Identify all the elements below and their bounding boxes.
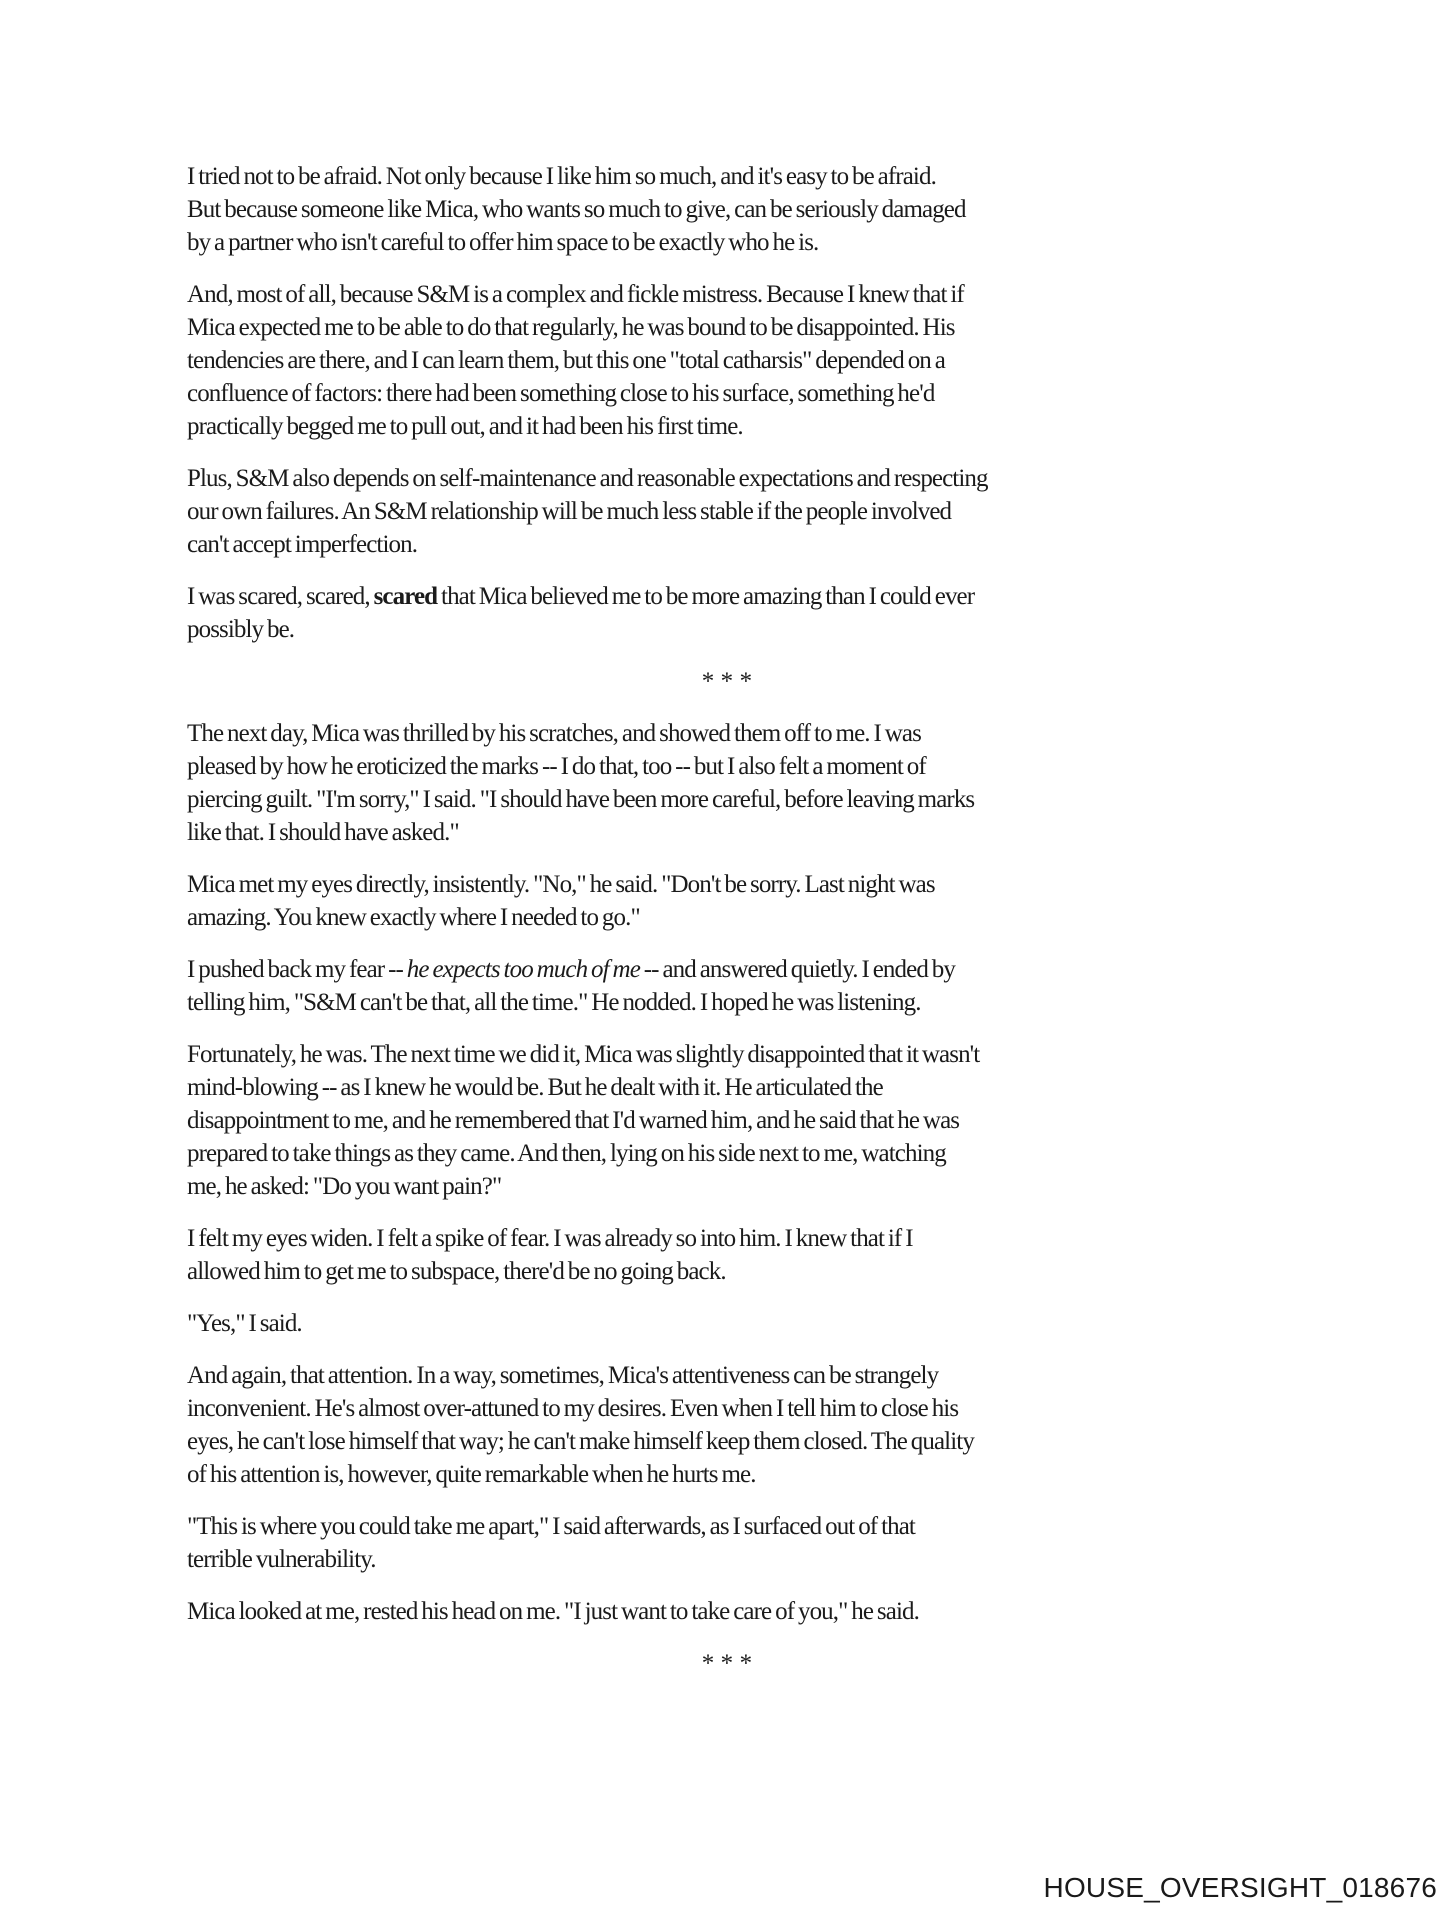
text-run: mind-blowing -- as I knew he would be. But he dealt with it. He articulated the [187,1074,883,1101]
bates-number: HOUSE_OVERSIGHT_018676 [1043,1872,1437,1903]
text-run: that Mica believed me to be more amazing than I could ever [437,583,975,610]
text-run: me, he asked: "Do you want pain?" [187,1173,502,1200]
text-run: piercing guilt. "I'm sorry," I said. "I should have been more careful, before leaving marks [187,786,975,813]
text-run: I tried not to be afraid. Not only because I like him so much, and it's easy to be afraid. [187,163,936,190]
text-line [187,816,1327,849]
text-run: like that. I should have asked." [187,819,459,846]
text-run: -- and answered quietly. I ended by [639,956,955,983]
text-run: I was scared, scared, [187,583,374,610]
text-line [187,953,1327,986]
text-run: of his attention is, however, quite remarkable when he hurts me. [187,1461,756,1488]
text-line [187,1137,1327,1170]
text-run: by a partner who isn't careful to offer him space to be exactly who he is. [187,229,819,256]
text-line [187,1595,1327,1628]
text-line [187,1104,1327,1137]
text-line [187,495,1327,528]
text-line [187,1392,1327,1425]
paragraph [187,1510,1327,1576]
paragraph [187,278,1327,443]
text-run: But because someone like Mica, who wants so much to give, can be seriously damaged [187,196,966,223]
text-run: And again, that attention. In a way, sometimes, Mica's attentiveness can be strangely [187,1362,939,1389]
text-run: The next day, Mica was thrilled by his scratches, and showed them off to me. I was [187,720,921,747]
text-line [187,868,1327,901]
text-line [187,344,1327,377]
text-line [187,1458,1327,1491]
paragraph [187,1038,1327,1203]
text-run: terrible vulnerability. [187,1546,376,1573]
paragraph [187,1359,1327,1491]
text-run: tendencies are there, and I can learn them, but this one "total catharsis" depended on a [187,347,945,374]
paragraph [187,462,1327,561]
paragraph [187,868,1327,934]
text-line [187,462,1327,495]
section-separator: * * * [701,1650,752,1677]
text-line [187,750,1327,783]
text-line [187,1038,1327,1071]
text-run: allowed him to get me to subspace, there'd be no going back. [187,1258,726,1285]
text-run: And, most of all, because S&M is a complex and fickle mistress. Because I knew that if [187,281,964,308]
text-run: Plus, S&M also depends on self-maintenance and reasonable expectations and respecting [187,465,988,492]
text-line [187,1543,1327,1576]
text-run: our own failures. An S&M relationship will be much less stable if the people involved [187,498,952,525]
text-run: inconvenient. He's almost over-attuned to my desires. Even when I tell him to close his [187,1395,959,1422]
text-line [187,1510,1327,1543]
paragraph [187,160,1327,259]
paragraph [187,1595,1327,1628]
text-line [187,193,1327,226]
text-line [187,311,1327,344]
text-run: pleased by how he eroticized the marks -- I do that, too -- but I also felt a moment of [187,753,926,780]
text-run: I pushed back my fear -- [187,956,407,983]
text-run: amazing. You knew exactly where I needed to go." [187,904,640,931]
text-run: "Yes," I said. [187,1310,302,1337]
text-run: can't accept imperfection. [187,531,418,558]
text-line [187,901,1327,934]
text-line [187,1170,1327,1203]
text-line [187,1071,1327,1104]
paragraph [187,953,1327,1019]
text-run: possibly be. [187,616,295,643]
text-run: "This is where you could take me apart," I said afterwards, as I surfaced out of that [187,1513,915,1540]
text-run: he expects too much of me [406,956,640,983]
text-line [187,226,1327,259]
text-run: scared [373,583,438,610]
text-run: Mica met my eyes directly, insistently. "No," he said. "Don't be sorry. Last night was [187,871,935,898]
text-run: practically begged me to pull out, and it had been his first time. [187,413,743,440]
paragraph [187,717,1327,849]
text-line [187,410,1327,443]
text-run: confluence of factors: there had been something close to his surface, something he'd [187,380,935,407]
text-line [187,1307,1327,1340]
text-line [187,1222,1327,1255]
text-run: Mica looked at me, rested his head on me. "I just want to take care of you," he said. [187,1598,919,1625]
text-run: prepared to take things as they came. And then, lying on his side next to me, watching [187,1140,946,1167]
text-line [187,717,1327,750]
text-line [187,377,1327,410]
paragraph [187,1222,1327,1288]
text-line [187,986,1327,1019]
section-separator: * * * [701,668,752,695]
paragraph [187,580,1327,646]
text-line [187,783,1327,816]
text-line [187,528,1327,561]
text-line [187,160,1327,193]
text-line [187,1425,1327,1458]
text-run: I felt my eyes widen. I felt a spike of fear. I was already so into him. I knew that if I [187,1225,913,1252]
text-line [187,613,1327,646]
text-run: telling him, "S&M can't be that, all the time." He nodded. I hoped he was listening. [187,989,921,1016]
text-line [187,580,1327,613]
text-line [187,278,1327,311]
paragraph [187,1307,1327,1340]
text-run: Fortunately, he was. The next time we did it, Mica was slightly disappointed that it wasn't [187,1041,980,1068]
text-line [187,1359,1327,1392]
text-line [187,1255,1327,1288]
text-run: Mica expected me to be able to do that regularly, he was bound to be disappointed. His [187,314,955,341]
text-run: disappointment to me, and he remembered that I'd warned him, and he said that he was [187,1107,960,1134]
text-column [187,160,1327,1699]
text-run: eyes, he can't lose himself that way; he can't make himself keep them closed. The quality [187,1428,974,1455]
